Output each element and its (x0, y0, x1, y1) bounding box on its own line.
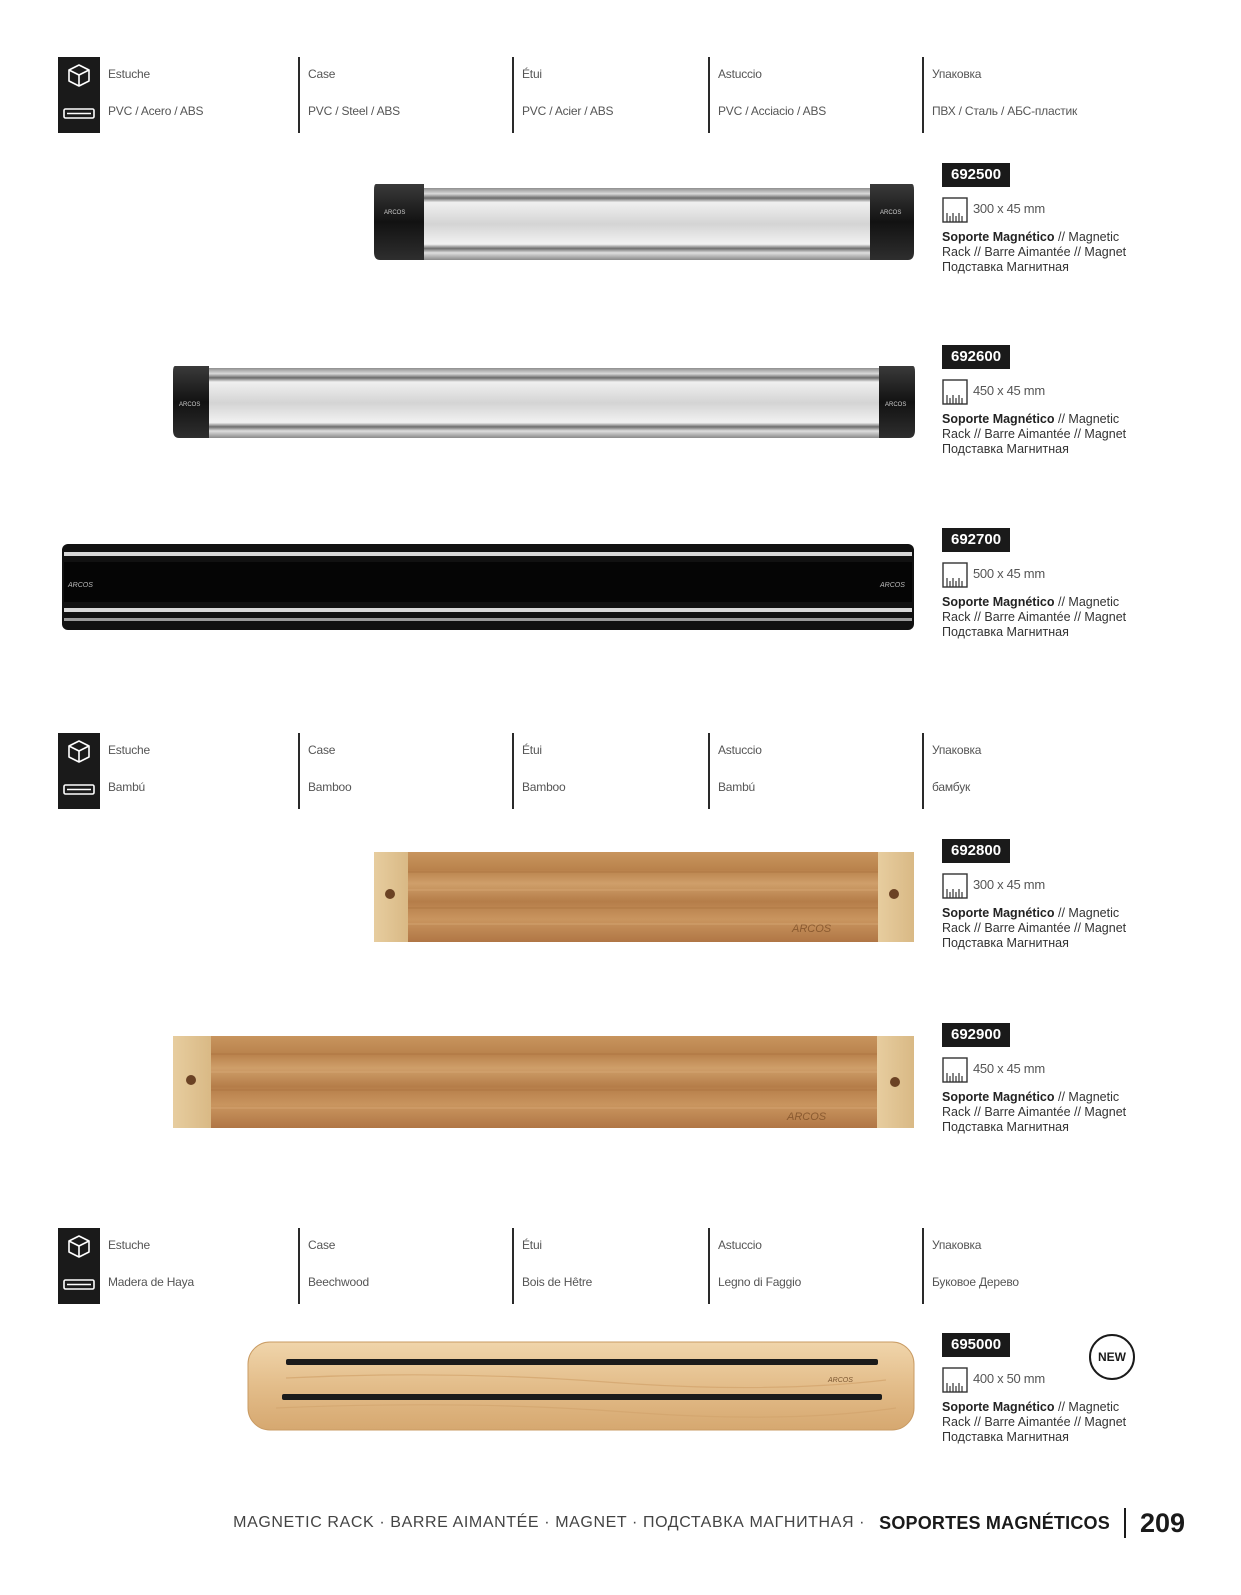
product-name-translations: // Magnetic Rack // Barre Aimantée // Magnet Подставка Магнитная (942, 230, 1127, 274)
spec-col-ru (922, 733, 982, 809)
product-code: 692500 (942, 163, 1010, 187)
brand-logo: ARCOS (68, 582, 93, 589)
product-code: 692700 (942, 528, 1010, 552)
product-name-es: Soporte Magnético (942, 1400, 1055, 1414)
spec-label: Étui (522, 1238, 542, 1252)
spec-value: Bois de Hêtre (522, 1275, 593, 1289)
product-code: 692600 (942, 345, 1010, 369)
product-info-692600 (942, 345, 1182, 457)
spec-value: Beechwood (308, 1275, 369, 1289)
product-description (942, 595, 1142, 640)
product-size: 400 x 50 mm (973, 1371, 1045, 1386)
product-size: 450 x 45 mm (973, 383, 1045, 398)
brand-logo: ARCOS (787, 1111, 827, 1123)
bamboo-rack-image-692900 (171, 1034, 916, 1130)
spec-label: Astuccio (718, 1238, 762, 1252)
ruler-icon (942, 379, 968, 405)
product-info-692700 (942, 528, 1182, 640)
product-name-translations: // Magnetic Rack // Barre Aimantée // Magnet Подставка Магнитная (942, 595, 1127, 639)
magnetic-rack-image-692600 (171, 364, 916, 442)
footer-title: SOPORTES MAGNÉTICOS (879, 1512, 1110, 1533)
dimension-row (942, 562, 1182, 588)
spec-value: PVC / Acier / ABS (522, 104, 614, 118)
ruler-icon (942, 1367, 968, 1393)
dimension-row (942, 1367, 1182, 1393)
package-box-icon (58, 1228, 100, 1266)
product-description (942, 412, 1142, 457)
product-description (942, 906, 1142, 951)
spec-col-it (708, 1228, 802, 1304)
spec-col-fr (512, 57, 614, 133)
product-info-692800 (942, 839, 1182, 951)
spec-value: Bambú (108, 780, 146, 794)
spec-col-fr (512, 1228, 593, 1304)
brand-logo: ARCOS (880, 210, 902, 216)
product-info-692500 (942, 163, 1182, 275)
product-name-es: Soporte Magnético (942, 230, 1055, 244)
product-description (942, 230, 1142, 275)
magnetic-bar-icon (58, 95, 100, 133)
spec-table-bamboo (58, 733, 1198, 809)
package-box-icon (58, 733, 100, 771)
brand-logo: ARCOS (792, 923, 832, 935)
spec-col-ru (922, 1228, 1019, 1304)
spec-label: Estuche (108, 67, 150, 81)
spec-col-en (298, 733, 352, 809)
spec-label: Estuche (108, 1238, 150, 1252)
beech-rack-image-695000 (246, 1338, 916, 1434)
spec-value: Bamboo (308, 780, 352, 794)
product-size: 300 x 45 mm (973, 201, 1045, 216)
dimension-row (942, 1057, 1182, 1083)
spec-value: Буковое Дерево (932, 1275, 1019, 1289)
product-size: 500 x 45 mm (973, 566, 1045, 581)
product-name-translations: // Magnetic Rack // Barre Aimantée // Magnet Подставка Магнитная (942, 1090, 1127, 1134)
spec-value: Madera de Haya (108, 1275, 194, 1289)
spec-value: PVC / Acero / ABS (108, 104, 204, 118)
product-name-es: Soporte Magnético (942, 595, 1055, 609)
spec-value: Legno di Faggio (718, 1275, 802, 1289)
product-size: 450 x 45 mm (973, 1061, 1045, 1076)
spec-label: Astuccio (718, 743, 762, 757)
spec-value: Bamboo (522, 780, 566, 794)
spec-table-beech (58, 1228, 1198, 1304)
footer-divider (1124, 1508, 1126, 1538)
magnetic-rack-image-692700 (60, 542, 916, 632)
dimension-row (942, 379, 1182, 405)
spec-col-ru (922, 57, 1078, 133)
magnetic-rack-image-692500 (372, 182, 916, 264)
spec-label: Упаковка (932, 743, 982, 757)
ruler-icon (942, 1057, 968, 1083)
spec-table-steel (58, 57, 1198, 133)
spec-label: Упаковка (932, 1238, 982, 1252)
spec-value: Bambú (718, 780, 756, 794)
product-size: 300 x 45 mm (973, 877, 1045, 892)
spec-value: PVC / Steel / ABS (308, 104, 400, 118)
spec-label: Estuche (108, 743, 150, 757)
product-name-translations: // Magnetic Rack // Barre Aimantée // Magnet Подставка Магнитная (942, 412, 1127, 456)
spec-col-fr (512, 733, 566, 809)
product-name-es: Soporte Magnético (942, 412, 1055, 426)
spec-value: бамбук (932, 780, 971, 794)
page-number: 209 (1139, 1507, 1185, 1538)
spec-label: Case (308, 1238, 336, 1252)
package-box-icon (58, 57, 100, 95)
brand-logo: ARCOS (885, 402, 907, 408)
ruler-icon (942, 873, 968, 899)
spec-label: Case (308, 743, 336, 757)
dimension-row (942, 873, 1182, 899)
spec-label: Étui (522, 743, 542, 757)
product-name-es: Soporte Magnético (942, 1090, 1055, 1104)
brand-logo: ARCOS (384, 210, 406, 216)
page-footer (233, 1506, 1185, 1540)
brand-logo: ARCOS (880, 582, 905, 589)
spec-col-it (708, 57, 827, 133)
product-info-692900 (942, 1023, 1182, 1135)
spec-col-it (708, 733, 762, 809)
spec-value: ПВХ / Сталь / АБС-пластик (932, 104, 1078, 118)
product-name-translations: // Magnetic Rack // Barre Aimantée // Magnet Подставка Магнитная (942, 1400, 1127, 1444)
brand-logo: ARCOS (179, 402, 201, 408)
dimension-row (942, 197, 1182, 223)
spec-col-en (298, 1228, 369, 1304)
spec-label: Case (308, 67, 336, 81)
spec-label: Astuccio (718, 67, 762, 81)
spec-label: Étui (522, 67, 542, 81)
spec-value: PVC / Acciacio / ABS (718, 104, 827, 118)
ruler-icon (942, 197, 968, 223)
product-info-695000 (942, 1333, 1182, 1445)
footer-subtitle: MAGNETIC RACK · BARRE AIMANTÉE · MAGNET · ПОДСТАВКА МАГНИТНАЯ · (233, 1514, 866, 1531)
product-name-es: Soporte Magnético (942, 906, 1055, 920)
product-description (942, 1400, 1142, 1445)
spec-col-en (298, 57, 400, 133)
ruler-icon (942, 562, 968, 588)
brand-logo: ARCOS (828, 1377, 853, 1384)
new-badge: NEW (1089, 1334, 1135, 1380)
magnetic-bar-icon (58, 1266, 100, 1304)
spec-label: Упаковка (932, 67, 982, 81)
product-description (942, 1090, 1142, 1135)
product-code: 692900 (942, 1023, 1010, 1047)
product-code: 692800 (942, 839, 1010, 863)
bamboo-rack-image-692800 (372, 850, 916, 944)
product-name-translations: // Magnetic Rack // Barre Aimantée // Magnet Подставка Магнитная (942, 906, 1127, 950)
product-code: 695000 (942, 1333, 1010, 1357)
magnetic-bar-icon (58, 771, 100, 809)
